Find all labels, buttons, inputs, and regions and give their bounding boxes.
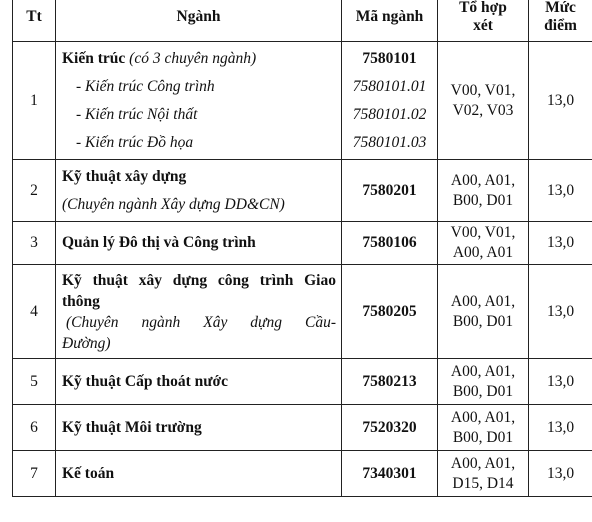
sub-major-name: - Kiến trúc Nội thất: [76, 105, 198, 123]
cell-ma-nganh: 7580106: [342, 222, 438, 265]
sub-major-code: 7580101.03: [352, 133, 427, 151]
cell-ma-nganh: 7580205: [342, 265, 438, 359]
cell-tt: 6: [13, 405, 56, 451]
header-to-hop: [438, 0, 529, 42]
cell-muc-diem: 13,0: [529, 405, 592, 451]
combo-line: A00, A01: [452, 244, 514, 261]
cell-to-hop: [438, 160, 529, 222]
cell-muc-diem: 13,0: [529, 42, 592, 160]
combo-line: B00, D01: [452, 382, 514, 400]
cell-to-hop: [438, 42, 529, 160]
cell-nganh: [56, 160, 342, 222]
cell-ma-nganh: 7340301: [342, 451, 438, 497]
header-to-hop-line1: Tổ hợp: [459, 0, 507, 16]
header-tt: Tt: [13, 0, 56, 42]
cell-nganh: Kỹ thuật Cấp thoát nước: [56, 359, 342, 405]
cell-to-hop: [438, 451, 529, 497]
major-note: (Chuyên ngành Xây dựng Cầu-: [66, 313, 336, 331]
combo-line: A00, A01,: [450, 292, 516, 310]
cell-ma-nganh: 7580213: [342, 359, 438, 405]
cell-nganh: Kế toán: [56, 451, 342, 497]
admission-table: [12, 0, 592, 497]
combo-line: A00, A01,: [450, 454, 516, 472]
header-nganh: Ngành: [56, 0, 342, 42]
cell-muc-diem: 13,0: [529, 160, 592, 222]
sub-major-name: - Kiến trúc Công trình: [76, 77, 215, 95]
cell-ma-nganh: 7520320: [342, 405, 438, 451]
cell-nganh: Quản lý Đô thị và Công trình: [56, 222, 342, 265]
major-name: Kỹ thuật xây dựng: [62, 167, 187, 185]
cell-ma-nganh: 7580201: [342, 160, 438, 222]
combo-line: B00, D01: [452, 312, 514, 330]
combo-line: V02, V03: [452, 101, 514, 119]
header-muc-diem: [529, 0, 592, 42]
major-name-cont: thông: [62, 292, 100, 310]
table-row: [13, 222, 592, 265]
header-muc-diem-line2: điểm: [544, 17, 577, 34]
cell-tt: 4: [13, 265, 56, 359]
combo-line: D15, D14: [452, 474, 514, 492]
table-row: [13, 265, 592, 359]
major-note: (có 3 chuyên ngành): [125, 49, 257, 67]
major-note-cont: Đường): [62, 334, 111, 352]
cell-tt: 3: [13, 222, 56, 265]
cell-muc-diem: 13,0: [529, 451, 592, 497]
sub-major-name: - Kiến trúc Đồ họa: [76, 133, 194, 151]
major-code: 7580101: [362, 49, 417, 67]
combo-line: B00, D01: [452, 428, 514, 446]
header-to-hop-line2: xét: [473, 17, 493, 34]
major-name: Kỹ thuật xây dựng công trình Giao: [62, 271, 336, 289]
cell-tt: 2: [13, 160, 56, 222]
cell-tt: 7: [13, 451, 56, 497]
header-ma-nganh: Mã ngành: [342, 0, 438, 42]
cell-to-hop: [438, 405, 529, 451]
cell-tt: 1: [13, 42, 56, 160]
cell-tt: 5: [13, 359, 56, 405]
cell-nganh: Kỹ thuật Môi trường: [56, 405, 342, 451]
major-name: Kiến trúc: [62, 49, 126, 67]
cell-nganh: [56, 42, 342, 160]
sub-major-code: 7580101.01: [352, 77, 427, 95]
cell-muc-diem: 13,0: [529, 265, 592, 359]
cell-to-hop: [438, 265, 529, 359]
cell-muc-diem: 13,0: [529, 359, 592, 405]
combo-line: B00, D01: [452, 191, 514, 209]
table-row: [13, 451, 592, 497]
combo-line: A00, A01,: [450, 362, 516, 380]
combo-line: V00, V01,: [450, 224, 516, 241]
table-row: [13, 160, 592, 222]
header-row: [13, 0, 592, 42]
combo-line: V00, V01,: [450, 81, 516, 99]
cell-ma-nganh: [342, 42, 438, 160]
combo-line: A00, A01,: [450, 171, 516, 189]
table-row: [13, 42, 592, 160]
sub-major-code: 7580101.02: [352, 105, 427, 123]
header-muc-diem-line1: Mức: [545, 0, 576, 16]
cell-to-hop: [438, 222, 529, 265]
major-title: [62, 45, 336, 73]
major-note: (Chuyên ngành Xây dựng DD&CN): [62, 195, 285, 213]
cell-nganh: [56, 265, 342, 359]
cell-muc-diem: 13,0: [529, 222, 592, 265]
cell-to-hop: [438, 359, 529, 405]
table-row: [13, 359, 592, 405]
combo-line: A00, A01,: [450, 408, 516, 426]
table-row: [13, 405, 592, 451]
